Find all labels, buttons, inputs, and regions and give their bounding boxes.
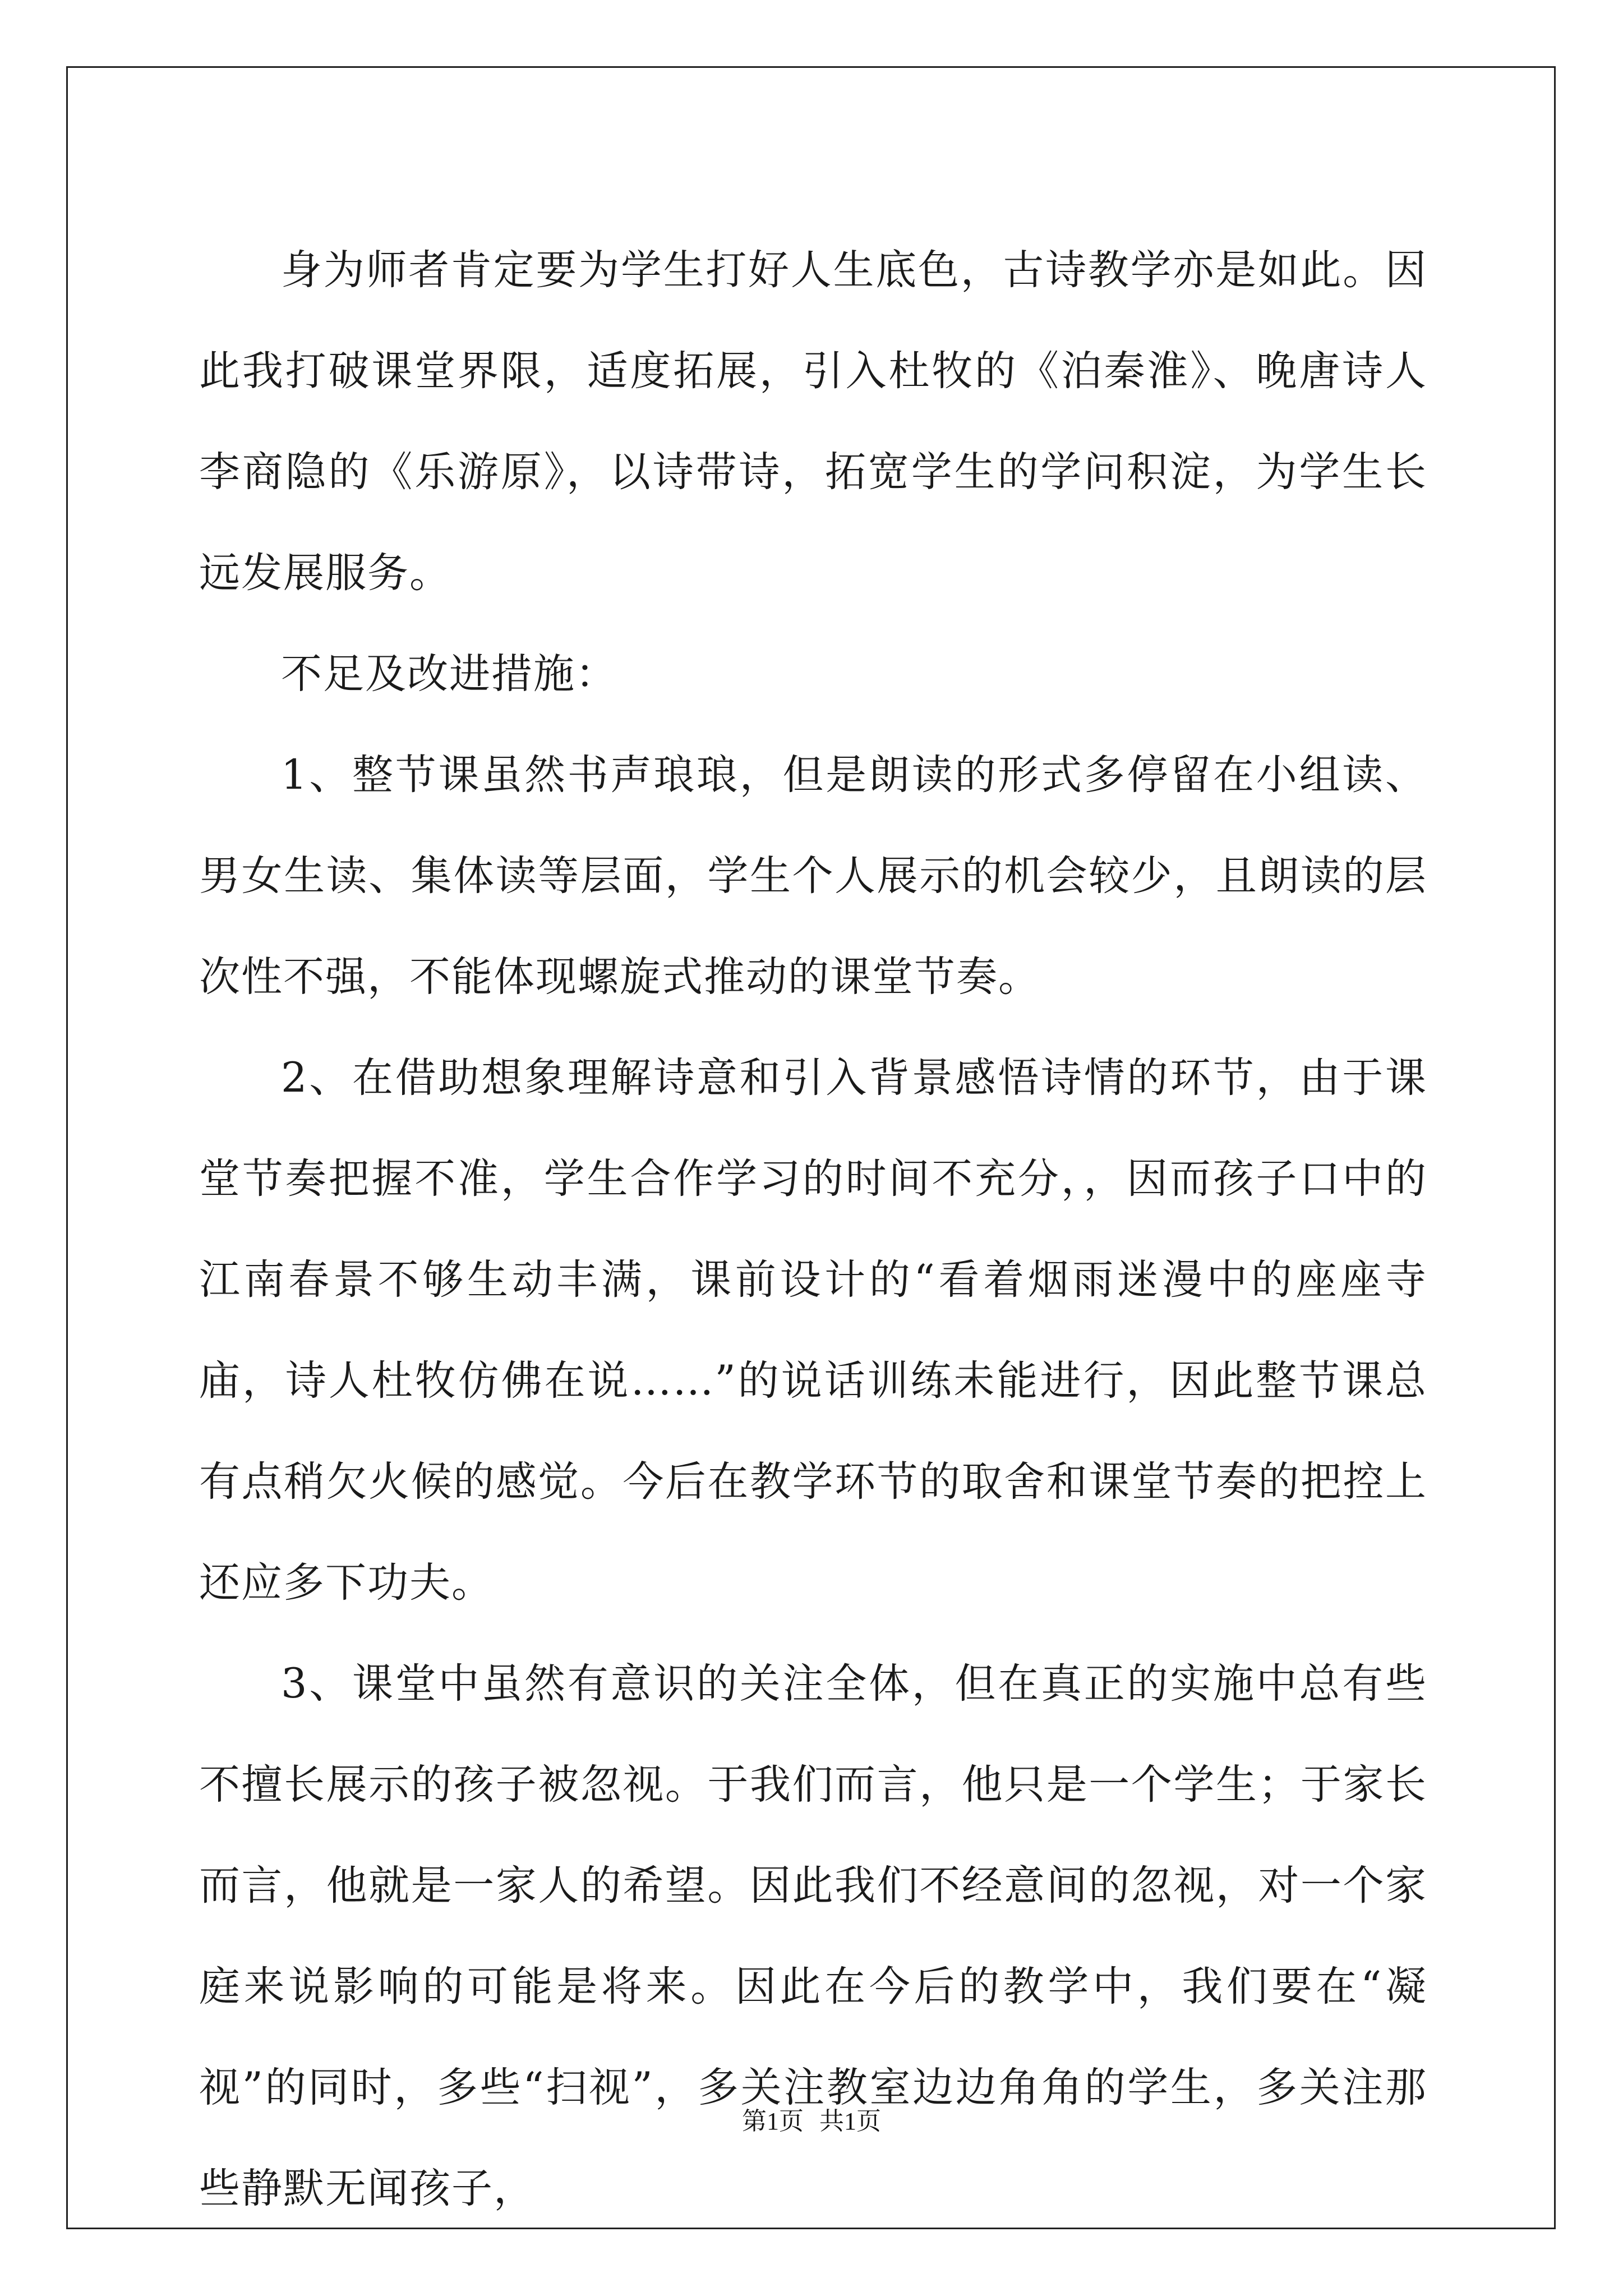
page-total: 共1页 [819, 2108, 881, 2135]
page-footer [0, 2105, 1623, 2138]
page-number: 第1页 [742, 2108, 804, 2135]
paragraph-shortcomings-heading: 不足及改进措施： [281, 650, 617, 698]
paragraph-intro: 身为师者肯定要为学生打好人生底色，古诗教学亦是如此。因此我打破课堂界限，适度拓展，引入杜牧的《泊秦淮》、晚唐诗人李商隐的《乐游原》，以诗带诗，拓宽学生的学问积淀，为学生长远发展服务。 [199, 246, 1427, 597]
paragraph-point-2: 2、在借助想象理解诗意和引入背景感悟诗情的环节，由于课堂节奏把握不准，学生合作学习的时间不充分，，因而孩子口中的江南春景不够生动丰满，课前设计的“看着烟雨迷漫中的座座寺庙，诗人杜牧仿佛在说……”的说话训练未能进行，因此整节课总有点稍欠火候的感觉。今后在教学环节的取舍和课堂节奏的把控上还应多下功夫。 [199, 1054, 1427, 1607]
document-body [199, 220, 1427, 2239]
paragraph-point-3: 3、课堂中虽然有意识的关注全体，但在真正的实施中总有些不擅长展示的孩子被忽视。于我们而言，他只是一个学生；于家长而言，他就是一家人的希望。因此我们不经意间的忽视，对一个家庭来说影响的可能是将来。因此在今后的教学中，我们要在“凝视”的同时，多些“扫视”，多关注教室边边角角的学生，多关注那些静默无闻孩子， [199, 1660, 1427, 2212]
paragraph-point-1: 1、整节课虽然书声琅琅，但是朗读的形式多停留在小组读、男女生读、集体读等层面，学生个人展示的机会较少，且朗读的层次性不强，不能体现螺旋式推动的课堂节奏。 [199, 751, 1427, 1001]
